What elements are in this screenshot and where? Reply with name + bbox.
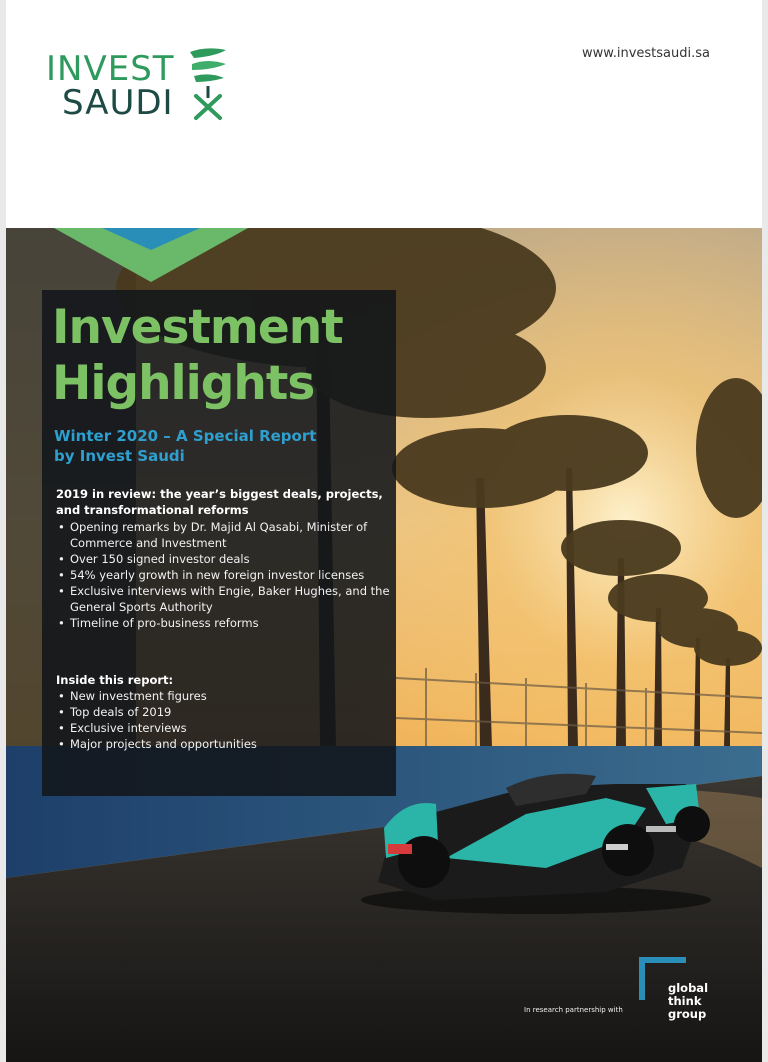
invest-saudi-emblem-icon [186,46,230,122]
title-line-1: Investment [52,300,343,355]
invest-saudi-logo [46,49,175,123]
inside-report-heading: Inside this report: [56,673,174,687]
title-line-2: Highlights [52,356,315,411]
list-item: • Opening remarks by Dr. Majid Al Qasabi, Minister of Commerce and Investment [56,519,391,551]
report-cover [6,0,762,1062]
report-subtitle [54,426,354,466]
report-title [52,300,382,412]
global-think-group-logo [668,982,748,1021]
website-link[interactable]: www.investsaudi.sa [582,46,710,61]
partner-line-2: think [668,994,702,1008]
partner-line-3: group [668,1007,707,1021]
subtitle-line-2: by Invest Saudi [54,447,185,465]
partner-line-1: global [668,981,709,995]
review-list [56,519,391,631]
list-item: • Exclusive interviews with Engie, Baker Hughes, and the General Sports Authority [56,583,391,615]
review-heading [56,486,386,518]
list-item: • 54% yearly growth in new foreign investor licenses [56,567,391,583]
partnership-caption: In research partnership with [524,1006,623,1014]
subtitle-line-1: Winter 2020 – A Special Report [54,427,317,445]
review-heading-line-2: and transformational reforms [56,503,249,517]
logo-word-invest: INVEST [46,49,175,89]
logo-word-saudi: SAUDI [62,83,174,123]
list-item: • Over 150 signed investor deals [56,551,391,567]
list-item: • New investment figures [56,688,391,704]
list-item: • Top deals of 2019 [56,704,391,720]
list-item: • Exclusive interviews [56,720,391,736]
list-item: • Major projects and opportunities [56,736,391,752]
chevron-accent-icon [54,228,248,282]
list-item: • Timeline of pro-business reforms [56,615,391,631]
inside-report-list [56,688,391,752]
review-heading-line-1: 2019 in review: the year’s biggest deals, projects, [56,487,383,501]
